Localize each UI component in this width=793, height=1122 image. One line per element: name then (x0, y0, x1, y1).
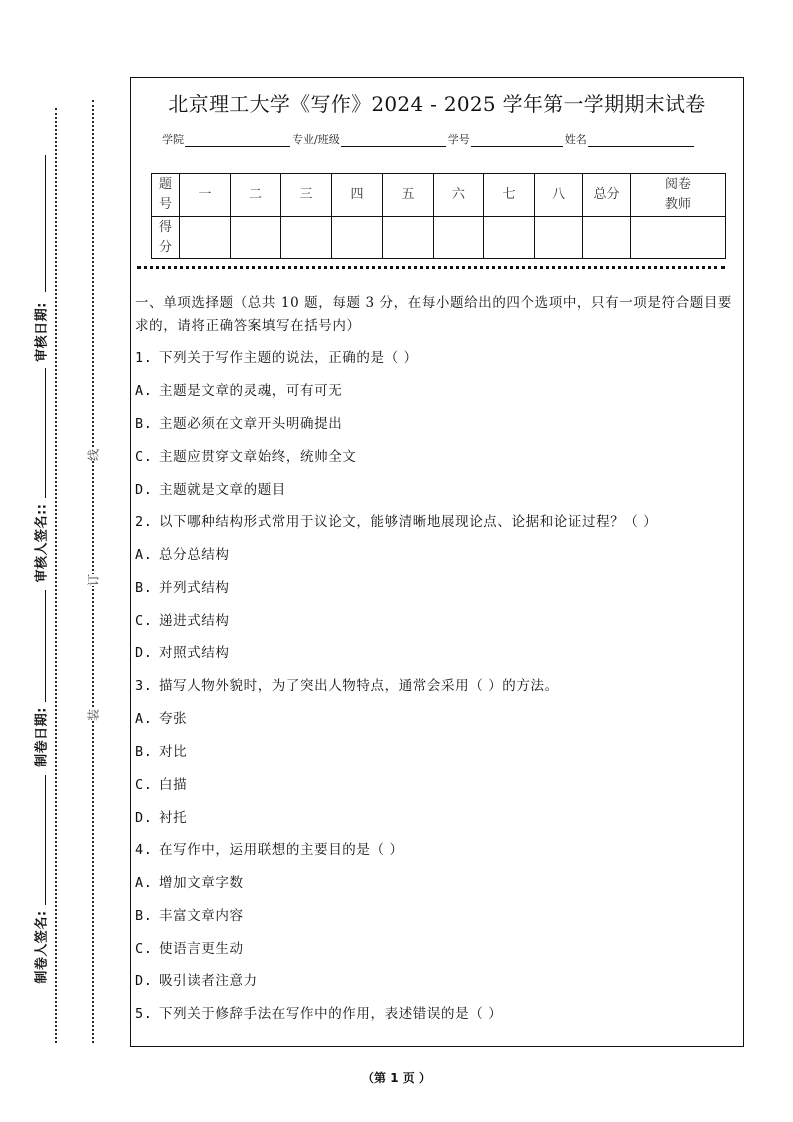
col-header-7: 七 (484, 174, 535, 217)
name-label: 姓名 (564, 133, 587, 146)
header-char: 分 (158, 239, 172, 255)
score-header (152, 217, 180, 259)
col-header-2: 二 (231, 174, 281, 217)
q1-option-b[interactable] (135, 412, 342, 432)
page-number: （第 1 页 ） (362, 1071, 431, 1085)
option-text: 主题就是文章的题目 (159, 482, 286, 498)
signature-line-prepare-date (45, 590, 46, 702)
option-letter: A. (135, 711, 153, 727)
q2-option-a[interactable] (135, 543, 230, 563)
option-text: 主题必须在文章开头明确提出 (159, 416, 343, 432)
student-info-row (162, 131, 696, 147)
option-text: 吸引读者注意力 (159, 973, 258, 989)
signature-line-reviewer (45, 368, 46, 498)
q3-option-a[interactable] (135, 707, 187, 727)
question-2 (135, 510, 657, 530)
option-text: 衬托 (159, 810, 188, 826)
q3-option-b[interactable] (135, 740, 187, 760)
question-number: 2. (135, 514, 153, 530)
col-header-total: 总分 (583, 174, 631, 217)
prepare-date-label: 制卷日期: (34, 707, 50, 767)
option-text: 增加文章字数 (159, 875, 244, 891)
student-id-field[interactable] (471, 134, 563, 147)
question-stem: 描写人物外貌时，为了突出人物特点，通常会采用（ ）的方法。 (159, 678, 559, 694)
option-text: 递进式结构 (159, 613, 230, 629)
option-text: 并列式结构 (159, 580, 230, 596)
header-char: 题 (158, 177, 172, 192)
option-text: 使语言更生动 (159, 941, 244, 957)
option-text: 夸张 (159, 711, 188, 727)
question-stem: 以下哪种结构形式常用于议论文，能够清晰地展现论点、论据和论证过程？（ ） (159, 514, 658, 530)
score-cell-8[interactable] (535, 217, 583, 259)
cut-line-inner (55, 108, 57, 1043)
question-1 (135, 346, 418, 366)
col-header-8: 八 (535, 174, 583, 217)
binding-char-order: 订 (84, 574, 103, 586)
col-header-4: 四 (332, 174, 383, 217)
col-header-6: 六 (434, 174, 484, 217)
score-cell-6[interactable] (434, 217, 484, 259)
option-text: 对照式结构 (159, 645, 230, 661)
question-number: 4. (135, 842, 153, 858)
q4-option-d[interactable] (135, 969, 258, 989)
name-field[interactable] (588, 134, 694, 147)
header-char: 得 (158, 219, 172, 235)
cut-line-binding (92, 100, 94, 1043)
q3-option-c[interactable] (135, 773, 187, 793)
q2-option-c[interactable] (135, 609, 230, 629)
question-number-header (152, 174, 180, 217)
grader-header-line: 阅卷 (664, 177, 691, 192)
preparer-signature-label: 制卷人签名: (34, 910, 50, 984)
question-4 (135, 838, 404, 858)
col-header-1: 一 (180, 174, 231, 217)
score-cell-total[interactable] (583, 217, 631, 259)
q1-option-d[interactable] (135, 478, 286, 498)
q4-option-a[interactable] (135, 871, 244, 891)
option-letter: C. (135, 941, 153, 957)
exam-title: 北京理工大学《写作》2024 - 2025 学年第一学期期末试卷 (168, 92, 706, 116)
score-cell-2[interactable] (231, 217, 281, 259)
question-5 (135, 1002, 502, 1022)
q2-option-d[interactable] (135, 641, 230, 661)
option-letter: C. (135, 449, 153, 465)
score-table-score-row (152, 217, 726, 259)
signature-line-review-date (45, 155, 46, 292)
binding-char-bind: 装 (84, 709, 103, 721)
score-table (151, 173, 726, 259)
grader-header-line: 教师 (664, 197, 691, 212)
option-text: 主题是文章的灵魂，可有可无 (159, 383, 343, 399)
score-cell-7[interactable] (484, 217, 535, 259)
binding-char-line: 线 (84, 449, 103, 461)
score-cell-5[interactable] (383, 217, 434, 259)
college-field[interactable] (185, 134, 290, 147)
question-3 (135, 674, 559, 694)
score-table-header-row (152, 174, 726, 217)
option-letter: D. (135, 482, 153, 498)
option-letter: A. (135, 875, 153, 891)
reviewer-signature-label: 审核人签名:: (34, 503, 50, 583)
score-cell-grader[interactable] (631, 217, 726, 259)
question-number: 1. (135, 350, 153, 366)
major-class-label: 专业/班级 (292, 133, 340, 146)
option-letter: D. (135, 810, 153, 826)
option-letter: B. (135, 580, 153, 596)
q1-option-a[interactable] (135, 379, 342, 399)
option-letter: B. (135, 744, 153, 760)
col-header-3: 三 (281, 174, 332, 217)
option-text: 白描 (159, 777, 188, 793)
col-header-grader (631, 174, 726, 217)
score-cell-4[interactable] (332, 217, 383, 259)
option-letter: D. (135, 973, 153, 989)
header-char: 号 (158, 197, 172, 212)
review-date-label: 审核日期: (34, 302, 50, 362)
option-text: 丰富文章内容 (159, 908, 244, 924)
question-number: 5. (135, 1006, 153, 1022)
col-header-5: 五 (383, 174, 434, 217)
question-stem: 下列关于修辞手法在写作中的作用，表述错误的是（ ） (159, 1006, 503, 1022)
signature-line-preparer (45, 775, 46, 905)
option-letter: A. (135, 383, 153, 399)
q2-option-b[interactable] (135, 576, 230, 596)
dotted-separator (137, 266, 725, 269)
question-stem: 下列关于写作主题的说法，正确的是（ ） (159, 350, 418, 366)
college-label: 学院 (162, 133, 184, 146)
option-text: 对比 (159, 744, 188, 760)
option-letter: B. (135, 908, 153, 924)
q1-option-c[interactable] (135, 445, 356, 465)
question-stem: 在写作中，运用联想的主要目的是（ ） (159, 842, 404, 858)
student-id-label: 学号 (447, 133, 470, 146)
option-letter: D. (135, 645, 153, 661)
option-letter: C. (135, 777, 153, 793)
option-letter: B. (135, 416, 153, 432)
question-number: 3. (135, 678, 153, 694)
score-cell-1[interactable] (180, 217, 231, 259)
major-class-field[interactable] (341, 134, 446, 147)
option-text: 总分总结构 (159, 547, 230, 563)
q4-option-c[interactable] (135, 937, 244, 957)
q4-option-b[interactable] (135, 904, 244, 924)
score-cell-3[interactable] (281, 217, 332, 259)
option-text: 主题应贯穿文章始终，统帅全文 (159, 449, 357, 465)
option-letter: C. (135, 613, 153, 629)
q3-option-d[interactable] (135, 806, 187, 826)
section-heading: 一、单项选择题（总共 10 题，每题 3 分，在每小题给出的四个选项中，只有一项是符合题目要求的，请将正确答案填写在括号内） (135, 295, 733, 334)
option-letter: A. (135, 547, 153, 563)
